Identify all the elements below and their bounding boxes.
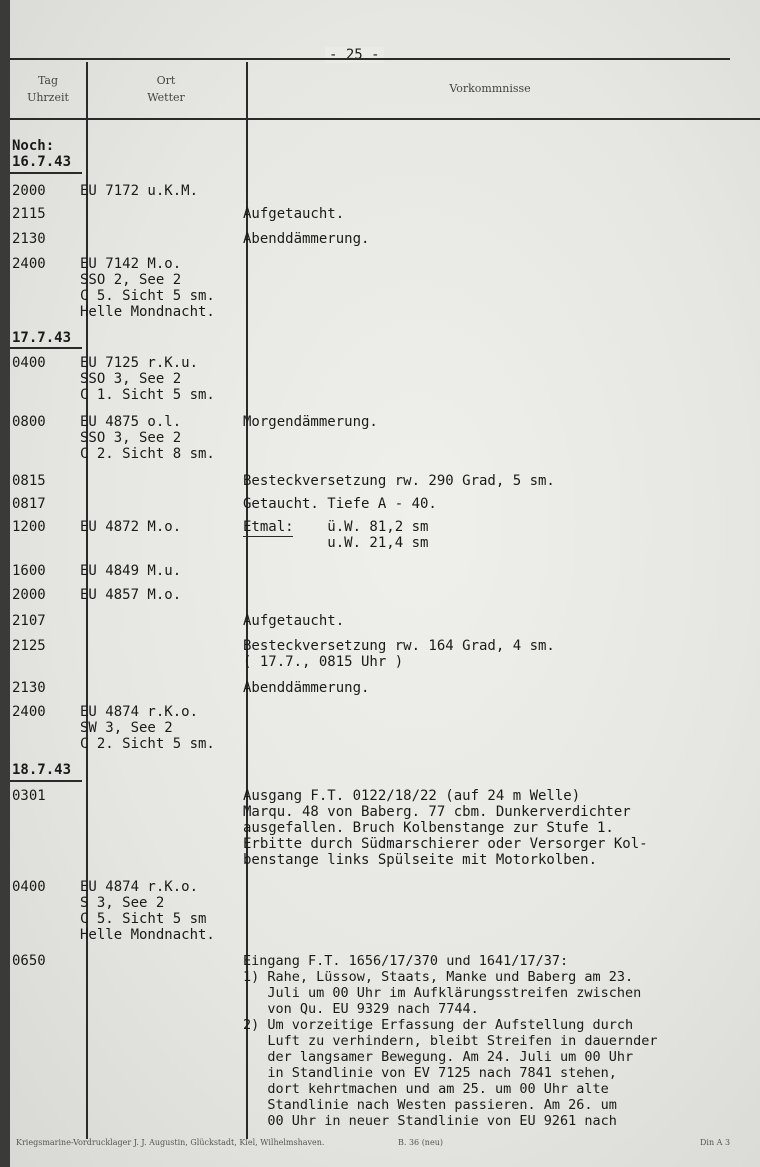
page-number: - 25 - (325, 47, 384, 63)
row-place-weather: EU 7125 r.K.u. SSO 3, See 2 C 1. Sicht 5 sm. (80, 355, 215, 403)
row-place-weather: EU 4874 r.K.o. S 3, See 2 C 5. Sicht 5 sm Helle Mondnacht. (80, 879, 215, 943)
row-time: 2115 (12, 206, 46, 222)
page-binding-edge (0, 0, 10, 1167)
row-event: Besteckversetzung rw. 290 Grad, 5 sm. (243, 473, 555, 489)
row-event: Aufgetaucht. (243, 613, 345, 629)
row-time: 2400 (12, 256, 46, 272)
row-time: 2130 (12, 680, 46, 696)
date-label-noch: Noch: (12, 138, 55, 154)
footer-din-size: Din A 3 (700, 1138, 731, 1147)
row-time: 0800 (12, 414, 46, 430)
row-time: 1200 (12, 519, 46, 535)
row-place-weather: EU 4874 r.K.o. SW 3, See 2 C 2. Sicht 5 sm. (80, 704, 215, 752)
header-wetter-label: Wetter (147, 91, 185, 104)
row-time: 0817 (12, 496, 46, 512)
row-event: Abenddämmerung. (243, 231, 370, 247)
row-event: Getaucht. Tiefe A - 40. (243, 496, 437, 512)
row-event: Etmal: ü.W. 81,2 sm u.W. 21,4 sm (243, 519, 429, 551)
row-place-weather: EU 7142 M.o. SSO 2, See 2 C 5. Sicht 5 sm. Helle Mondnacht. (80, 256, 215, 320)
row-time: 2400 (12, 704, 46, 720)
row-place-weather: EU 4875 o.l. SSO 3, See 2 C 2. Sicht 8 sm. (80, 414, 215, 462)
row-time: 2000 (12, 183, 46, 199)
header-vorkommnisse: Vorkommnisse (449, 82, 531, 95)
row-time: 0815 (12, 473, 46, 489)
etmal-underline (243, 536, 293, 537)
row-event: Abenddämmerung. (243, 680, 370, 696)
date-label-17-7-43: 17.7.43 (12, 330, 72, 346)
row-place-weather: EU 4857 M.o. (80, 587, 182, 603)
row-event: Aufgetaucht. (243, 206, 345, 222)
row-time: 0301 (12, 788, 46, 804)
date-underline (10, 172, 82, 174)
header-ort-wetter (90, 72, 242, 106)
header-uhrzeit-label: Uhrzeit (27, 91, 69, 104)
row-time: 0400 (12, 355, 46, 371)
table-top-rule (10, 58, 730, 60)
row-place-weather: EU 4872 M.o. (80, 519, 182, 535)
row-time: 2125 (12, 638, 46, 654)
row-event: Eingang F.T. 1656/17/370 und 1641/17/37: 1) Rahe, Lüssow, Staats, Manke und Baberg am 23. Juli um 00 Uhr im Aufklärungsstreifen zwischen von Qu. EU 9329 nach 7744. 2) Um vorzeitige Erfassung der Aufstellung durch Luft zu verhindern, bleibt Streifen in dauernder der langsamer Bewegung. Am 24. Juli um 00 Uhr in Standlinie von EV 7125 nach 7841 stehen, dort kehrtmachen und am 25. um 00 Uhr alte Standlinie nach Westen passieren. Am 26. um 00 Uhr in neuer Standlinie von EU 9261 nach (243, 953, 658, 1129)
footer-form-number: B. 36 (neu) (398, 1138, 443, 1147)
header-tag-uhrzeit (12, 72, 84, 106)
row-time: 2130 (12, 231, 46, 247)
header-bottom-rule (10, 118, 760, 120)
row-time: 1600 (12, 563, 46, 579)
header-tag-label: Tag (37, 74, 59, 87)
header-ort-label: Ort (156, 74, 176, 87)
footer-printer: Kriegsmarine-Vordrucklager J. J. Augustin, Glückstadt, Kiel, Wilhelmshaven. (16, 1138, 325, 1147)
date-label-16-7-43: 16.7.43 (12, 154, 72, 170)
row-place-weather: EU 7172 u.K.M. (80, 183, 199, 199)
row-event: Ausgang F.T. 0122/18/22 (auf 24 m Welle) Marqu. 48 von Baberg. 77 cbm. Dunkerverdichter ausgefallen. Bruch Kolbenstange zur Stufe 1. Erbitte durch Südmarschierer oder Versorger Kol- benstange links Spülseite mit Motorkolben. (243, 788, 648, 868)
row-time: 2107 (12, 613, 46, 629)
row-time: 2000 (12, 587, 46, 603)
row-place-weather: EU 4849 M.u. (80, 563, 182, 579)
row-time: 0400 (12, 879, 46, 895)
row-event: Besteckversetzung rw. 164 Grad, 4 sm. ( 17.7., 0815 Uhr ) (243, 638, 555, 670)
row-time: 0650 (12, 953, 46, 969)
date-underline (10, 347, 82, 349)
row-event: Morgendämmerung. (243, 414, 378, 430)
date-label-18-7-43: 18.7.43 (12, 762, 72, 778)
date-underline (10, 780, 82, 782)
